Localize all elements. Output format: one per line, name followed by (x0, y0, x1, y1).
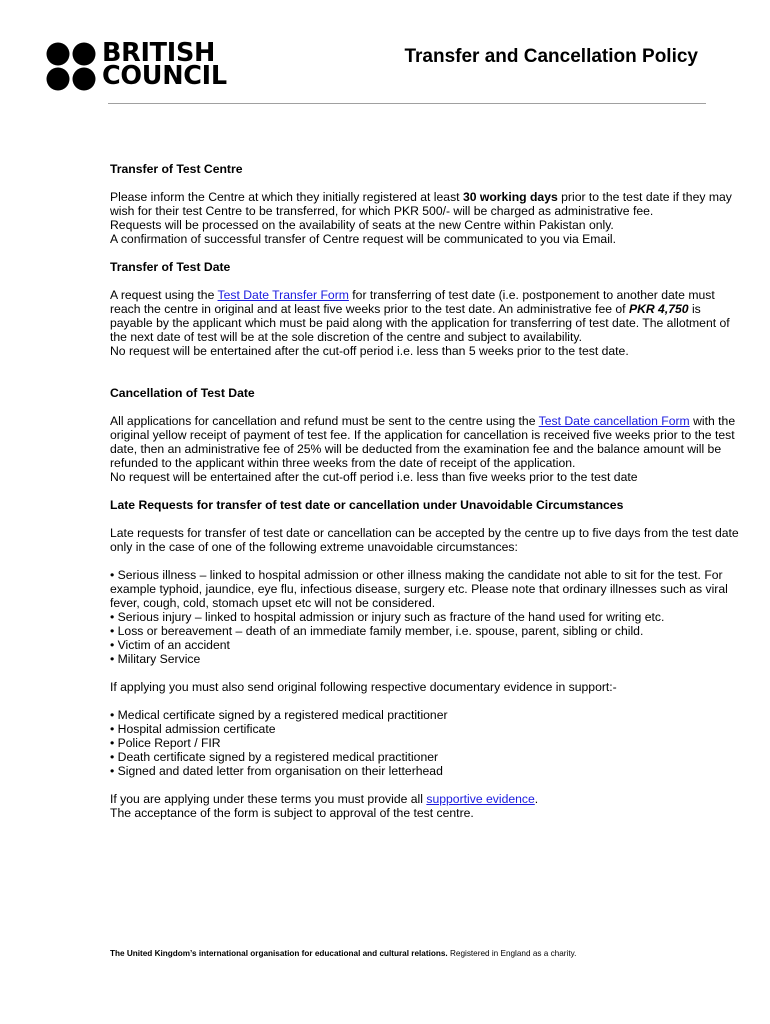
date-text-middle: for transferring of test date (i.e. postponement to another date must reach the centre in original and at least five weeks prior to the test date. An administrative fee of (110, 288, 715, 316)
list-item: • Police Report / FIR (110, 736, 221, 750)
test-date-transfer-form-link[interactable]: Test Date Transfer Form (217, 288, 349, 302)
footer-charity: Registered in England as a charity. (447, 949, 577, 958)
list-item: • Loss or bereavement – death of an immediate family member, i.e. spouse, parent, sibling or child. (110, 624, 644, 638)
list-item: • Victim of an accident (110, 638, 230, 652)
british-council-logo (46, 38, 236, 92)
evidence-list (110, 708, 745, 778)
policy-content (110, 162, 745, 820)
logo-wordmark (102, 38, 227, 91)
centre-paragraph (110, 190, 745, 218)
date-text-before: A request using the (110, 288, 218, 302)
late-intro: Late requests for transfer of test date or cancellation can be accepted by the centre up to five days from the test date only in the case of one of the following extreme unavoidable circumstances: (110, 526, 739, 554)
heading-transfer-date: Transfer of Test Date (110, 260, 231, 274)
logo-dots-icon (46, 42, 98, 92)
cancellation-cutoff-note: No request will be entertained after the cut-off period i.e. less than five weeks prior to the test date (110, 470, 638, 484)
heading-transfer-centre: Transfer of Test Centre (110, 162, 243, 176)
heading-late-requests: Late Requests for transfer of test date or cancellation under Unavoidable Circumstances (110, 498, 624, 512)
evidence-intro: If applying you must also send original following respective documentary evidence in support:- (110, 680, 617, 694)
circumstances-list (110, 568, 745, 666)
centre-text-after: prior to the test date if they may wish for their test Centre to be transferred, for which PKR 500/- will be charged as administrative fee. (110, 190, 732, 218)
closing-text-after: . (534, 792, 539, 806)
logo-line-british: BRITISH (102, 38, 216, 68)
header-divider (108, 103, 706, 104)
list-item: • Medical certificate signed by a registered medical practitioner (110, 708, 448, 722)
logo-line-council: COUNCIL (102, 61, 227, 91)
date-cutoff-note: No request will be entertained after the cut-off period i.e. less than 5 weeks prior to the test date. (110, 344, 629, 358)
acceptance-note: The acceptance of the form is subject to approval of the test centre. (110, 806, 474, 820)
footer (110, 948, 576, 959)
test-date-cancellation-form-link[interactable]: Test Date cancellation Form (538, 414, 690, 428)
date-paragraph (110, 288, 745, 344)
centre-working-days: 30 working days (462, 190, 558, 204)
list-item: • Hospital admission certificate (110, 722, 276, 736)
date-text-after: is payable by the applicant which must be paid along with the application for transferring of test date. The allotment of the next date of test will be at the sole discretion of the centre and subject to availability. (110, 302, 730, 344)
heading-cancellation: Cancellation of Test Date (110, 386, 255, 400)
document-title: Transfer and Cancellation Policy (404, 46, 698, 67)
cancellation-paragraph (110, 414, 745, 470)
supportive-evidence-link[interactable]: supportive evidence (426, 792, 535, 806)
closing-text-before: If you are applying under these terms you must provide all (110, 792, 427, 806)
centre-seats-note: Requests will be processed on the availability of seats at the new Centre within Pakistan only. (110, 218, 614, 232)
centre-confirmation-note: A confirmation of successful transfer of Centre request will be communicated to you via Email. (110, 232, 617, 246)
list-item: • Death certificate signed by a registered medical practitioner (110, 750, 439, 764)
date-admin-fee: PKR 4,750 (628, 302, 689, 316)
cancellation-text-before: All applications for cancellation and refund must be sent to the centre using the (110, 414, 539, 428)
list-item: • Signed and dated letter from organisation on their letterhead (110, 764, 443, 778)
closing-paragraph (110, 792, 745, 806)
cancellation-text-after: with the original yellow receipt of payment of test fee. If the application for cancellation is received five weeks prior to the test date, then an administrative fee of 25% will be deducted from the examination fee and the balance amount will be refunded to the applicant within three weeks from the date of receipt of the application. (110, 414, 736, 470)
list-item: • Military Service (110, 652, 201, 666)
centre-text-before: Please inform the Centre at which they initially registered at least (110, 190, 463, 204)
list-item: • Serious injury – linked to hospital admission or injury such as fracture of the hand used for writing etc. (110, 610, 665, 624)
footer-organisation: The United Kingdom’s international organisation for educational and cultural relations. (110, 949, 448, 958)
list-item: • Serious illness – linked to hospital admission or other illness making the candidate not able to sit for the test. For example typhoid, jaundice, eye flu, infectious disease, surgery etc. Please note that ordinary illnesses such as viral fever, cough, cold, stomach upset etc will not be considered. (110, 568, 728, 610)
